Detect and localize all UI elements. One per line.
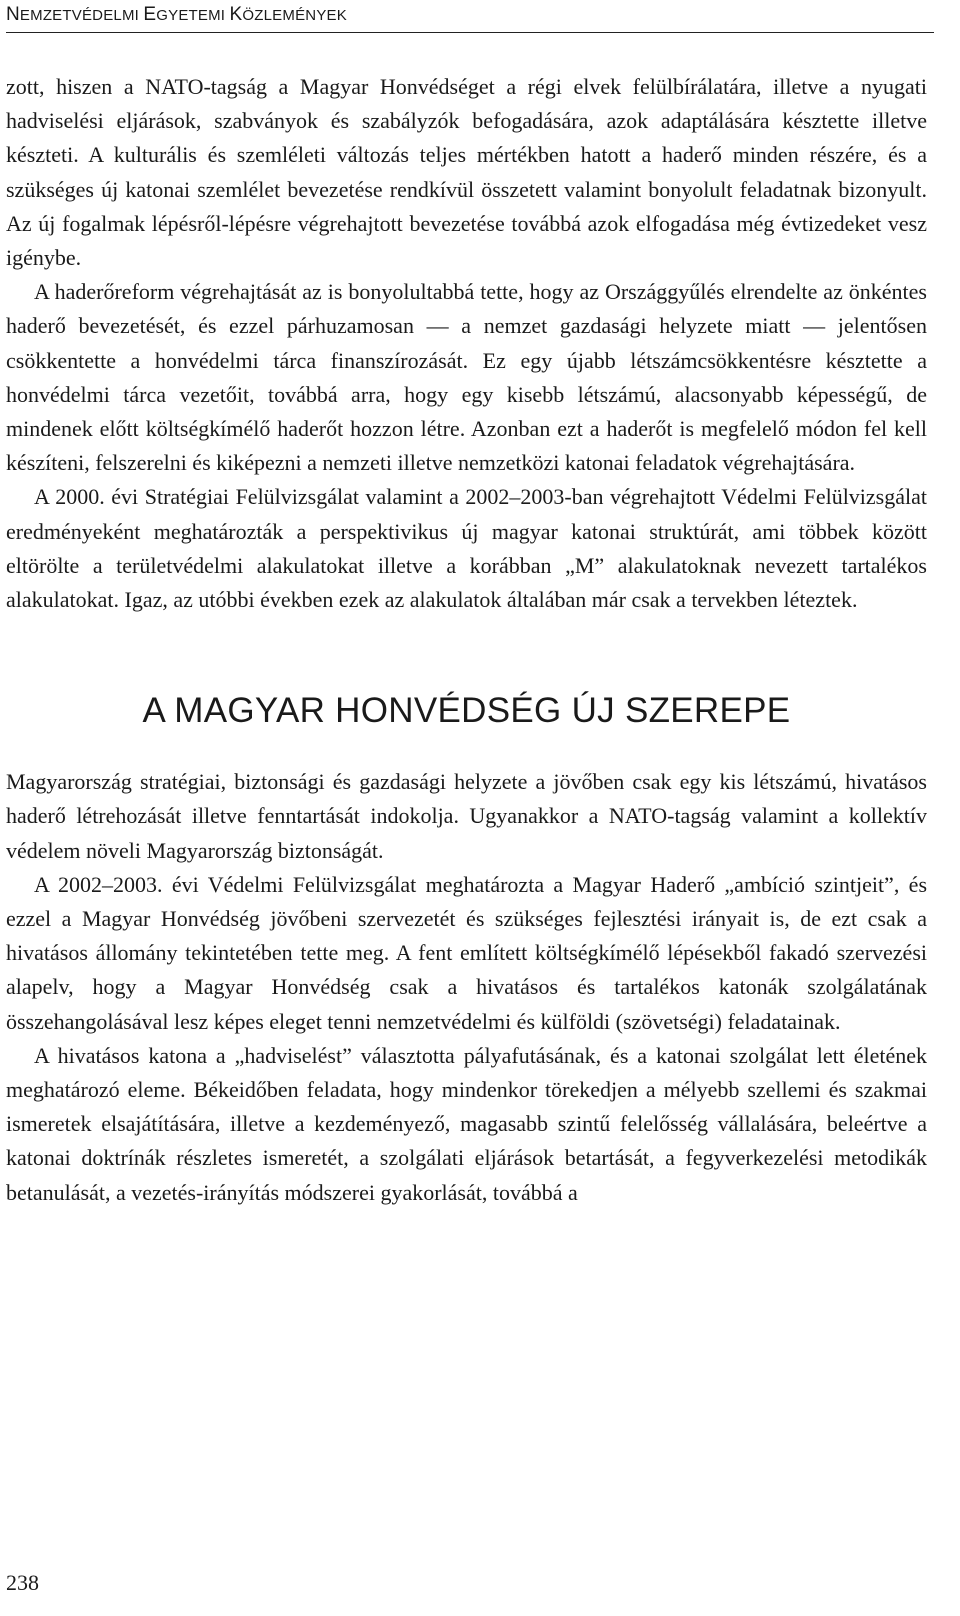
page-number: 238 (6, 1570, 39, 1595)
body-paragraph-continued: zott, hiszen a NATO-tagság a Magyar Honvédséget a régi elvek felülbírálatára, illetve a nyugati hadviselési eljárások, szabványok és szabályzók befogadására, azok adaptálására késztette illetve készteti. A kulturális és szemléleti változás teljes mértékben hatott a haderő minden részére, és a szükséges új katonai szemlélet bevezetése rendkívül összetett valamint bonyolult feladatnak bizonyult. Az új fogalmak lépésről-lépésre végrehajtott bevezetése továbbá azok elfogadása még évtizedeket vesz igénybe. (6, 74, 927, 271)
running-title-ozlemenyek: ÖZLEMÉNYEK (242, 7, 347, 24)
body-paragraph-hivatasos-katona: A hivatásos katona a „hadviselést” választotta pályafutásának, és a katonai szolgálat lett életének meghatározó eleme. Békeidőben feladata, hogy mindenkor törekedjen a mélyebb szellemi és szakmai ismeretek elsajátítására, illetve a kezdeményező, magasabb szintű felelősség vállalására, beleértve a katonai doktrínák részletes ismeretét, a szolgálati eljárások betartását, a fegyverkezelési metodikák betanulását, a vezetés-irányítás módszerei gyakorlását, továbbá a (6, 1042, 927, 1205)
section-heading: A MAGYAR HONVÉDSÉG ÚJ SZEREPE (142, 691, 791, 731)
running-title-e: E (143, 4, 157, 25)
body-paragraph-magyarorszag: Magyarország stratégiai, biztonsági és gazdasági helyzete a jövőben csak egy kis létszámú, hivatásos haderő létrehozását illetve fenntartását indokolja. Ugyanakkor a NATO-tagság valamint a kollektív védelem növeli Magyarország biztonságát. (6, 769, 927, 863)
running-title-emzetvedelmi: EMZETVÉDELMI (19, 7, 144, 24)
body-paragraph-felulvizsgalat: A 2000. évi Stratégiai Felülvizsgálat valamint a 2002–2003-ban végrehajtott Védelmi Felülvizsgálat eredményeként meghatározták a perspektivikus új magyar katonai struktúrát, ami többek között eltörölte a területvédelmi alakulatokat illetve a korábban „M” alakulatoknak nevezett tartalékos alakulatokat. Igaz, az utóbbi években ezek az alakulatok általában már csak a tervekben léteztek. (6, 484, 927, 613)
body-paragraph-haderoreform: A haderőreform végrehajtását az is bonyolultabbá tette, hogy az Országgyűlés elrendelte az önkéntes haderő bevezetését, és ezzel párhuzamosan — a nemzet gazdasági helyzete miatt — jelentősen csökkentette a honvédelmi tárca finanszírozását. Ez egy újabb létszámcsökkentésre késztette a honvédelmi tárca vezetőit, továbbá arra, hogy egy kisebb létszámú, alacsonyabb képességű, de mindenek előtt költségkímélő haderőt hozzon létre. Azonban ezt a haderőt is megfelelő módon fel kell készíteni, felszerelni és kiképezni a nemzeti illetve nemzetközi katonai feladatok végrehajtására. (6, 279, 927, 476)
page-body (6, 70, 927, 1210)
running-title-gyetemi: GYETEMI (156, 7, 230, 24)
running-header (6, 4, 934, 33)
running-title-n: N (6, 4, 20, 25)
body-paragraph-vedelmi-felulvizsgalat: A 2002–2003. évi Védelmi Felülvizsgálat meghatározta a Magyar Haderő „ambíció szintjeit”, és ezzel a Magyar Honvédség jövőbeni szervezetét és szükséges fejlesztési irányait is, de ezt csak a hivatásos állomány tekintetében tette meg. A fent említett költségkímélő lépésekből fakadó szervezési alapelv, hogy a Magyar Honvédség csak a hivatásos és tartalékos katonák szolgálatának összehangolásával lesz képes eleget tenni nemzetvédelmi és külföldi (szövetségi) feladatainak. (6, 871, 927, 1034)
running-title-k: K (229, 4, 243, 25)
